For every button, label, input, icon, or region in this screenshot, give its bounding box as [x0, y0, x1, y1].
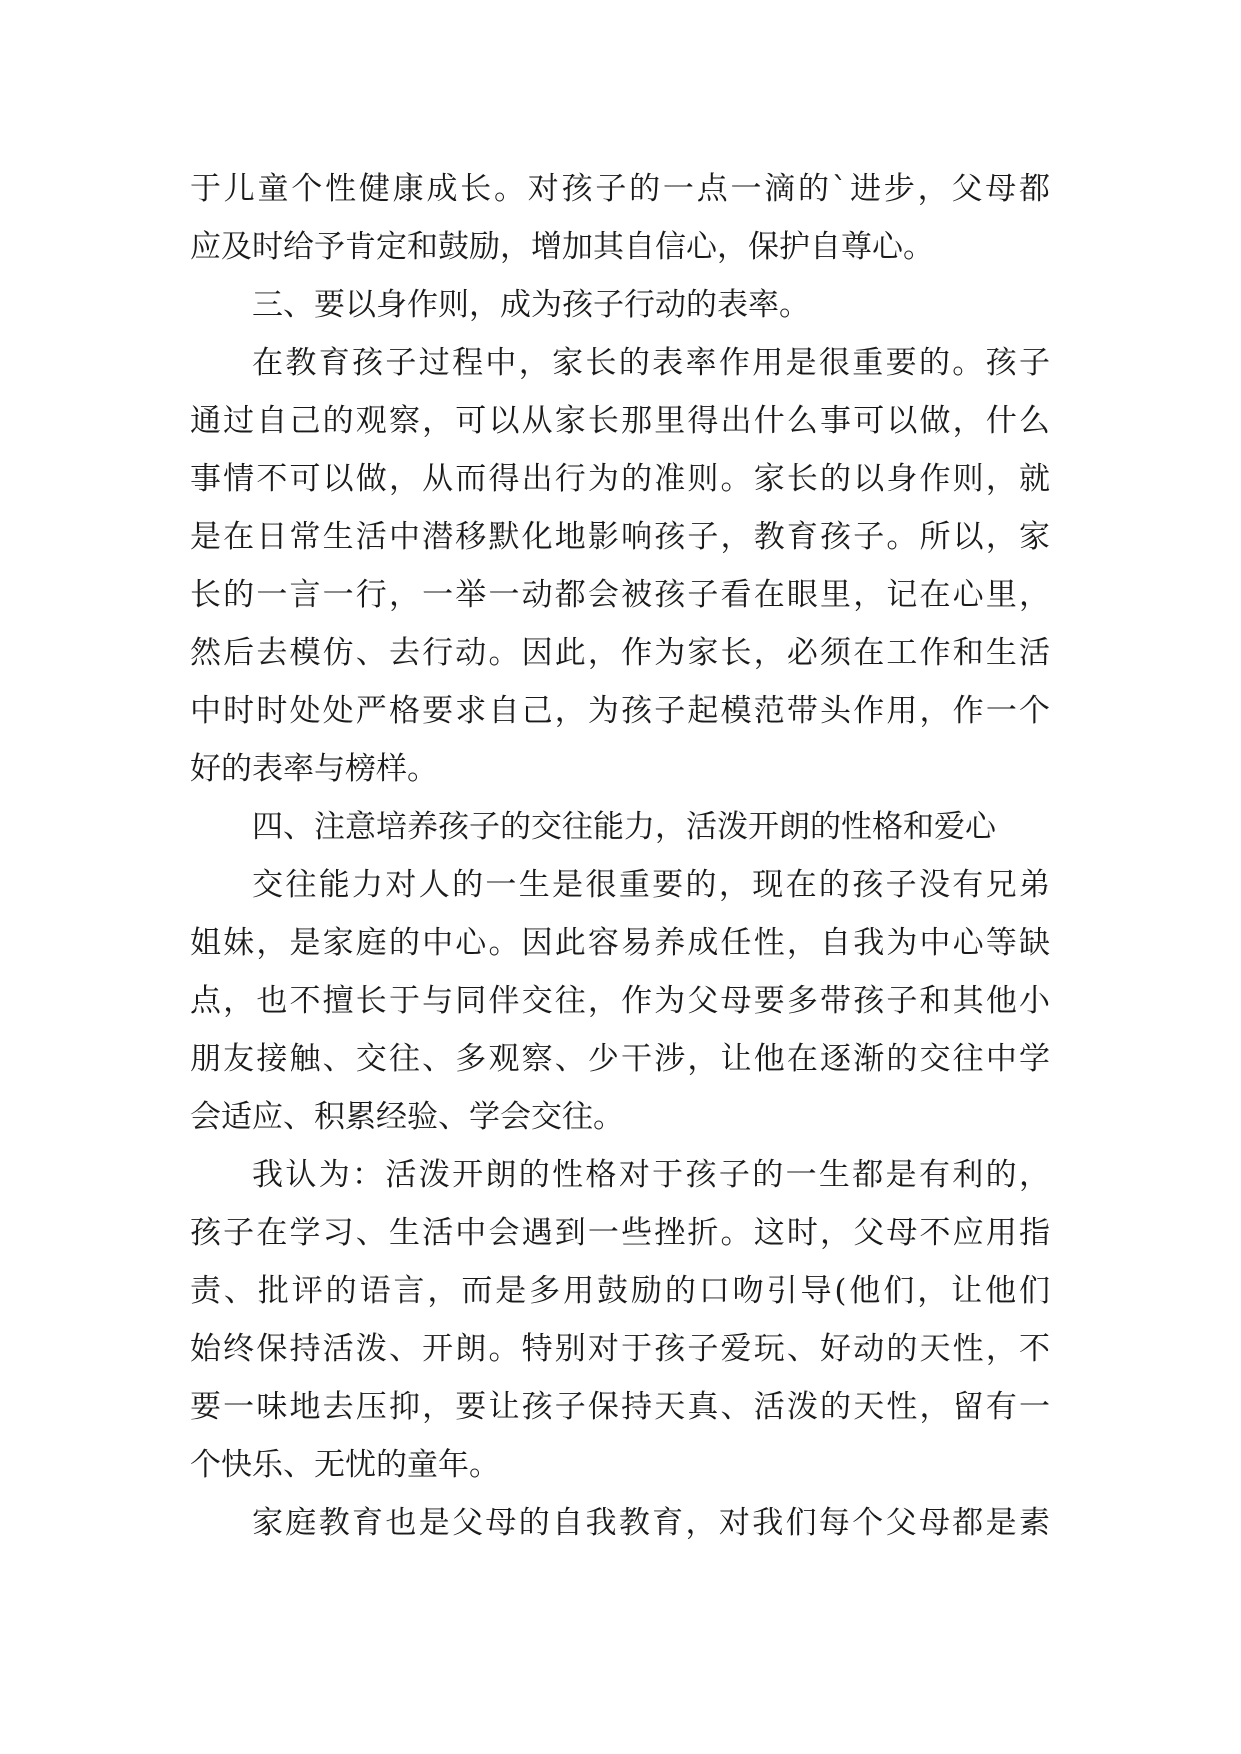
text-line: 好的表率与榜样。 [190, 751, 438, 787]
text-line: 通过自己的观察，可以从家长那里得出什么事可以做，什么 [190, 403, 1050, 439]
text-line: 会适应、积累经验、学会交往。 [190, 1099, 624, 1135]
text-line: 在教育孩子过程中，家长的表率作用是很重要的。孩子 [252, 345, 1050, 381]
text-line: 长的一言一行，一举一动都会被孩子看在眼里，记在心里， [190, 577, 1050, 613]
text-line: 中时时处处严格要求自己，为孩子起模范带头作用，作一个 [190, 693, 1050, 729]
text-line: 是在日常生活中潜移默化地影响孩子，教育孩子。所以，家 [190, 519, 1050, 555]
text-line: 三、要以身作则，成为孩子行动的表率。 [252, 287, 810, 323]
text-line: 家庭教育也是父母的自我教育，对我们每个父母都是素 [252, 1505, 1050, 1541]
document-body [190, 160, 1050, 1552]
text-line: 要一味地去压抑，要让孩子保持天真、活泼的天性，留有一 [190, 1389, 1050, 1425]
text-line: 姐妹，是家庭的中心。因此容易养成任性，自我为中心等缺 [190, 925, 1050, 961]
text-line: 应及时给予肯定和鼓励，增加其自信心，保护自尊心。 [190, 229, 934, 265]
text-line: 朋友接触、交往、多观察、少干涉，让他在逐渐的交往中学 [190, 1041, 1050, 1077]
text-line: 点，也不擅长于与同伴交往，作为父母要多带孩子和其他小 [190, 983, 1050, 1019]
text-line: 始终保持活泼、开朗。特别对于孩子爱玩、好动的天性，不 [190, 1331, 1050, 1367]
text-line: 于儿童个性健康成长。对孩子的一点一滴的`进步，父母都 [190, 171, 1050, 207]
text-line: 交往能力对人的一生是很重要的，现在的孩子没有兄弟 [252, 867, 1050, 903]
text-line: 责、批评的语言，而是多用鼓励的口吻引导(他们，让他们 [190, 1273, 1050, 1309]
text-line: 个快乐、无忧的童年。 [190, 1447, 500, 1483]
text-line: 然后去模仿、去行动。因此，作为家长，必须在工作和生活 [190, 635, 1050, 671]
text-line: 孩子在学习、生活中会遇到一些挫折。这时，父母不应用指 [190, 1215, 1050, 1251]
text-line: 事情不可以做，从而得出行为的准则。家长的以身作则，就 [190, 461, 1050, 497]
text-line: 我认为：活泼开朗的性格对于孩子的一生都是有利的， [252, 1157, 1050, 1193]
text-line: 四、注意培养孩子的交往能力，活泼开朗的性格和爱心 [252, 809, 996, 845]
